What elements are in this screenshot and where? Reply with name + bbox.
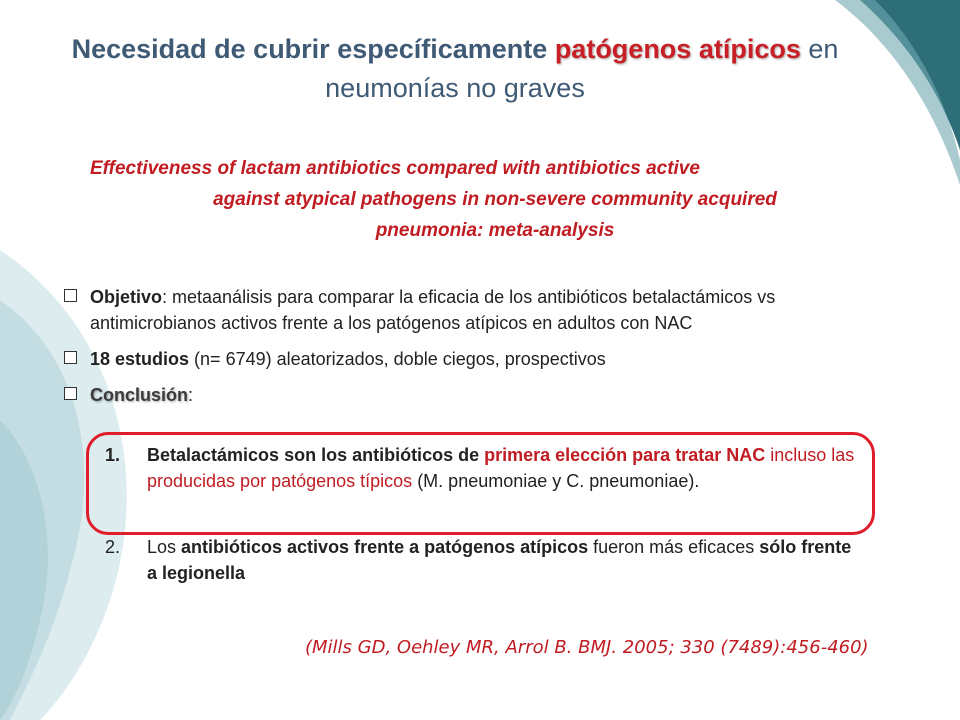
conclusion-item-2 bbox=[105, 534, 865, 586]
conclusion-item-1 bbox=[105, 442, 865, 494]
title-part2: en neumonías no graves bbox=[325, 34, 839, 103]
conclusion-seg: sólo frente a legionella bbox=[147, 537, 852, 583]
conclusion-seg: Betalactámicos son los antibióticos de bbox=[147, 445, 485, 465]
conclusion-text bbox=[147, 534, 865, 586]
bullet-label: Objetivo bbox=[90, 287, 163, 307]
checkbox-bullet-icon bbox=[64, 387, 77, 400]
conclusion-seg: fueron más eficaces bbox=[588, 537, 760, 557]
bullet-label: Conclusión bbox=[90, 385, 188, 405]
conclusion-text bbox=[147, 442, 865, 494]
bullet-text: (n= 6749) aleatorizados, doble ciegos, prospectivos bbox=[189, 349, 606, 369]
conclusion-seg: incluso las producidas por patógenos típicos bbox=[147, 445, 855, 491]
bullet-label: 18 estudios bbox=[90, 349, 190, 369]
title-part1: Necesidad de cubrir específicamente bbox=[71, 34, 555, 64]
conclusion-seg: tratar NAC bbox=[670, 445, 766, 465]
conclusion-seg: antibióticos activos frente a patógenos atípicos bbox=[181, 537, 589, 557]
checkbox-bullet-icon bbox=[64, 289, 77, 302]
bullet-text: : bbox=[188, 385, 194, 405]
study-title-line1: Effectiveness of lactam antibiotics compared with antibiotics active bbox=[90, 158, 700, 179]
study-title bbox=[90, 153, 870, 246]
bullet-text: : metaanálisis para comparar la eficacia de los antibióticos betalactámicos vs antimicrobianos activos frente a los patógenos atípicos en adultos con NAC bbox=[90, 287, 776, 333]
conclusion-seg: Los bbox=[147, 537, 182, 557]
bullet-list bbox=[60, 284, 850, 418]
bullet-estudios bbox=[60, 346, 850, 372]
slide-title bbox=[60, 30, 850, 108]
citation: (Mills GD, Oehley MR, Arrol B. BMJ. 2005; 330 (7489):456-460) bbox=[305, 637, 869, 658]
title-highlight: patógenos atípicos bbox=[554, 34, 801, 64]
conclusion-seg: (M. pneumoniae y C. pneumoniae). bbox=[412, 471, 700, 491]
bullet-conclusion bbox=[60, 382, 850, 408]
conclusion-number: 1. bbox=[105, 445, 121, 465]
study-title-line3: pneumonia: meta-analysis bbox=[375, 220, 615, 241]
bullet-objetivo bbox=[60, 284, 850, 336]
study-title-line2: against atypical pathogens in non-severe community acquired bbox=[213, 189, 777, 210]
checkbox-bullet-icon bbox=[64, 351, 77, 364]
conclusion-seg: primera elección para bbox=[484, 445, 671, 465]
conclusion-number: 2. bbox=[105, 537, 121, 557]
